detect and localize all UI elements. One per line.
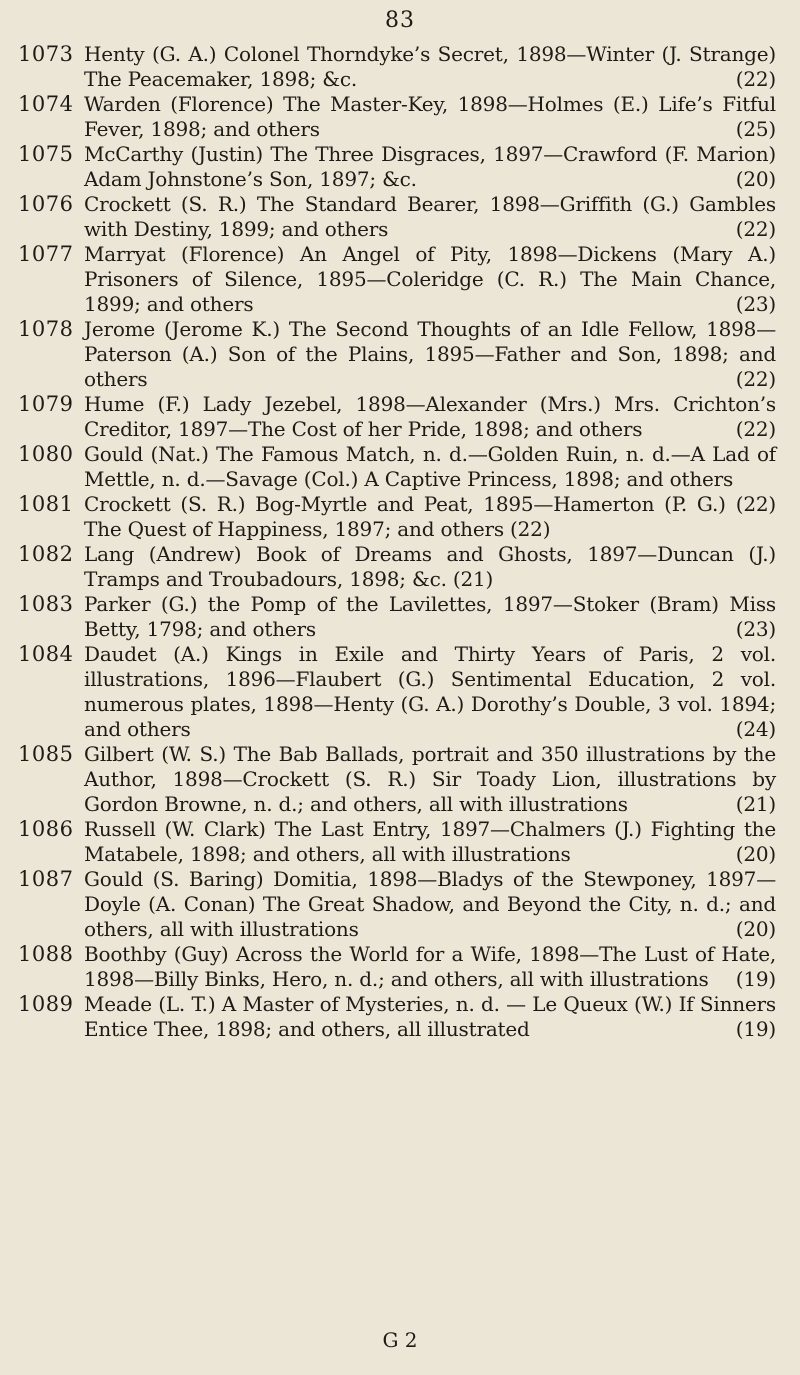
- lot-number: 1077: [18, 242, 74, 266]
- lot-entry: [0, 742, 800, 817]
- lot-number: 1086: [18, 817, 74, 841]
- lot-number: 1089: [18, 992, 74, 1016]
- lot-entry: [0, 242, 800, 317]
- lot-count: (22): [735, 492, 776, 516]
- lot-count: (21): [735, 792, 776, 816]
- lot-count: (22): [735, 417, 776, 441]
- lot-entry: [0, 542, 800, 592]
- lot-text: Crockett (S. R.) Bog-Myrtle and Peat, 1895—Hamerton (P. G.) The Quest of Happiness, 1897; and others (22): [84, 492, 726, 541]
- lot-entry: [0, 992, 800, 1042]
- lot-count: (22): [735, 67, 776, 91]
- lot-text: Henty (G. A.) Colonel Thorndyke’s Secret, 1898—Winter (J. Strange) The Peacemaker, 1898; &c.: [84, 42, 776, 91]
- lot-description: [84, 442, 776, 516]
- lot-count: (24): [735, 717, 776, 741]
- lot-number: 1078: [18, 317, 74, 341]
- lot-description: [84, 142, 776, 192]
- lot-count: (23): [735, 617, 776, 641]
- lot-text: Crockett (S. R.) The Standard Bearer, 1898—Griffith (G.) Gambles with Destiny, 1899; and others: [84, 192, 776, 241]
- lot-entry: [0, 92, 800, 142]
- lot-description: [84, 592, 776, 642]
- lot-description: [84, 492, 776, 542]
- lot-description: [84, 642, 776, 742]
- lot-text: McCarthy (Justin) The Three Disgraces, 1897—Crawford (F. Marion) Adam Johnstone’s Son, 1897; &c.: [84, 142, 776, 191]
- lot-number: 1081: [18, 492, 74, 516]
- lot-text: Russell (W. Clark) The Last Entry, 1897—Chalmers (J.) Fighting the Matabele, 1898; and others, all with illustrations: [84, 817, 776, 866]
- lot-description: [84, 942, 776, 992]
- lot-description: [84, 317, 776, 392]
- lot-entry: [0, 492, 800, 542]
- lot-entry: [0, 642, 800, 742]
- lot-text: Warden (Florence) The Master-Key, 1898—Holmes (E.) Life’s Fitful Fever, 1898; and others: [84, 92, 776, 141]
- lot-entry: [0, 42, 800, 92]
- lot-count: (19): [735, 967, 776, 991]
- lot-description: [84, 867, 776, 942]
- lot-entry: [0, 142, 800, 192]
- lot-count: (19): [735, 1017, 776, 1041]
- lot-description: [84, 742, 776, 817]
- lot-number: 1074: [18, 92, 74, 116]
- lot-number: 1080: [18, 442, 74, 466]
- lot-count: (20): [735, 917, 776, 941]
- lot-description: [84, 817, 776, 867]
- lot-text: Hume (F.) Lady Jezebel, 1898—Alexander (Mrs.) Mrs. Crichton’s Creditor, 1897—The Cost of her Pride, 1898; and others: [84, 392, 776, 441]
- lot-description: [84, 392, 776, 442]
- lot-text: Gould (S. Baring) Domitia, 1898—Bladys of the Stewponey, 1897—Doyle (A. Conan) The Great Shadow, and Beyond the City, n. d.; and others, all with illustrations: [84, 867, 776, 941]
- lot-count: (23): [735, 292, 776, 316]
- lot-entry: [0, 867, 800, 942]
- lot-entry: [0, 592, 800, 642]
- lot-text: Gould (Nat.) The Famous Match, n. d.—Golden Ruin, n. d.—A Lad of Mettle, n. d.—Savage (Col.) A Captive Princess, 1898; and others: [84, 442, 776, 491]
- signature-mark: G 2: [382, 1328, 418, 1352]
- lot-count: (20): [735, 842, 776, 866]
- lot-description: [84, 92, 776, 142]
- lot-number: 1075: [18, 142, 74, 166]
- lot-number: 1088: [18, 942, 74, 966]
- lot-text: Meade (L. T.) A Master of Mysteries, n. d. — Le Queux (W.) If Sinners Entice Thee, 1898; and others, all illustrated: [84, 992, 776, 1041]
- lot-number: 1085: [18, 742, 74, 766]
- lot-entry: [0, 317, 800, 392]
- lot-text: Marryat (Florence) An Angel of Pity, 1898—Dickens (Mary A.) Prisoners of Silence, 1895—Coleridge (C. R.) The Main Chance, 1899; and others: [84, 242, 776, 316]
- lot-count: (22): [735, 217, 776, 241]
- lot-description: [84, 192, 776, 242]
- lot-description: [84, 242, 776, 317]
- lot-description: [84, 992, 776, 1042]
- lot-number: 1083: [18, 592, 74, 616]
- lot-entry: [0, 192, 800, 242]
- lot-text: Boothby (Guy) Across the World for a Wife, 1898—The Lust of Hate, 1898—Billy Binks, Hero, n. d.; and others, all with illustrations: [84, 942, 776, 991]
- lot-number: 1076: [18, 192, 74, 216]
- lot-entry: [0, 817, 800, 867]
- lot-number: 1087: [18, 867, 74, 891]
- lot-text: Daudet (A.) Kings in Exile and Thirty Years of Paris, 2 vol. illustrations, 1896—Flaubert (G.) Sentimental Education, 2 vol. numerous plates, 1898—Henty (G. A.) Dorothy’s Double, 3 vol. 1894; and others: [84, 642, 776, 741]
- lot-text: Lang (Andrew) Book of Dreams and Ghosts, 1897—Duncan (J.) Tramps and Troubadours, 1898; &c. (21): [84, 542, 776, 591]
- lot-text: Parker (G.) the Pomp of the Lavilettes, 1897—Stoker (Bram) Miss Betty, 1798; and others: [84, 592, 776, 641]
- lot-count: (20): [735, 167, 776, 191]
- lot-list: [0, 42, 800, 1042]
- lot-count: (22): [735, 367, 776, 391]
- lot-text: Gilbert (W. S.) The Bab Ballads, portrait and 350 illustrations by the Author, 1898—Crockett (S. R.) Sir Toady Lion, illustrations by Gordon Browne, n. d.; and others, all with illustrations: [84, 742, 776, 816]
- lot-text: Jerome (Jerome K.) The Second Thoughts of an Idle Fellow, 1898—Paterson (A.) Son of the Plains, 1895—Father and Son, 1898; and others: [84, 317, 776, 391]
- lot-description: [84, 542, 776, 592]
- lot-entry: [0, 942, 800, 992]
- lot-count: (25): [735, 117, 776, 141]
- lot-number: 1079: [18, 392, 74, 416]
- lot-number: 1082: [18, 542, 74, 566]
- lot-number: 1084: [18, 642, 74, 666]
- lot-number: 1073: [18, 42, 74, 66]
- lot-entry: [0, 392, 800, 442]
- lot-description: [84, 42, 776, 92]
- page-number: 83: [385, 8, 415, 33]
